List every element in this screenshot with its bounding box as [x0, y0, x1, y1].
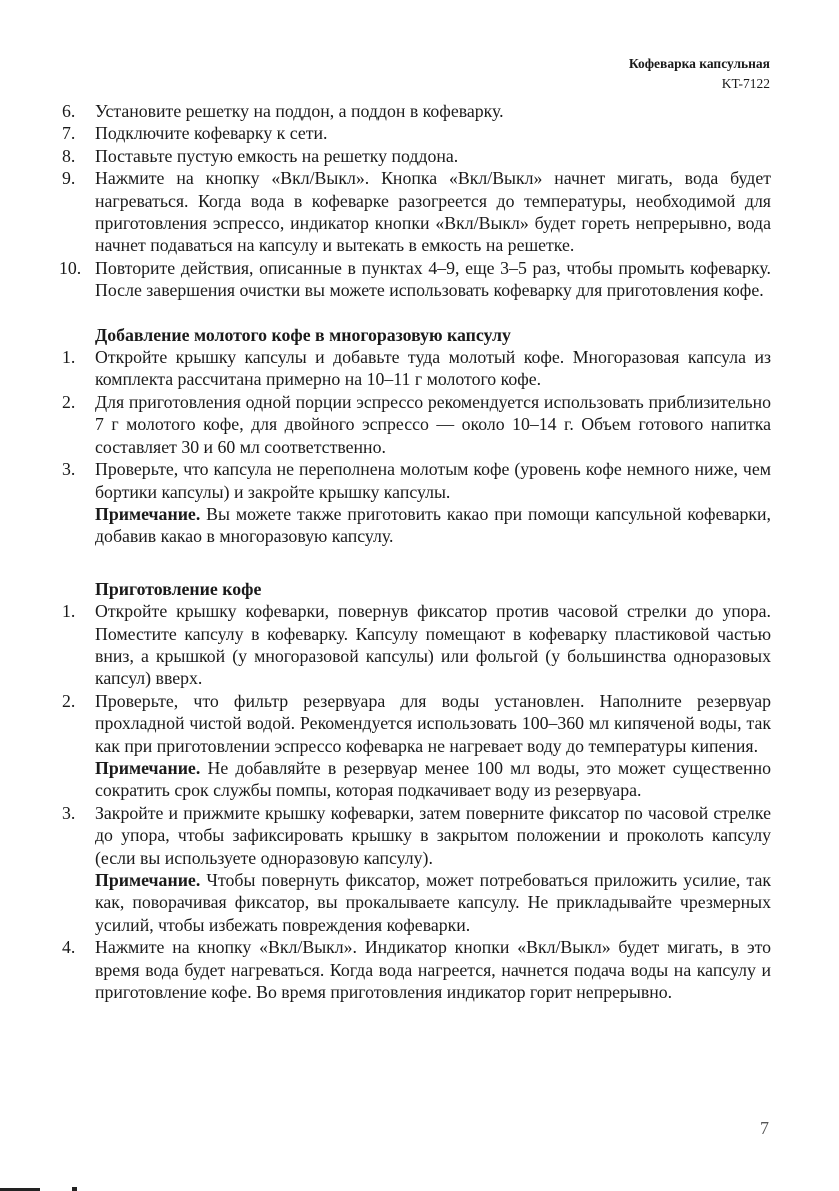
list-item	[62, 936, 771, 1003]
item-text: Для приготовления одной порции эспрессо рекомендуется использовать приблизительно 7 г молотого кофе, для двойного эспрессо — около 10–14 г. Объем готового напитка составляет 30 и 60 мл соответственно.	[95, 391, 771, 457]
note-label: Примечание.	[95, 503, 201, 524]
note-label: Примечание.	[95, 757, 201, 778]
list-item	[62, 391, 771, 458]
item-text: Повторите действия, описанные в пунктах 4–9, еще 3–5 раз, чтобы промыть кофеварку. После завершения очистки вы можете использовать кофеварку для приготовления кофе.	[95, 257, 771, 301]
steps-list-cleaning	[59, 100, 771, 302]
item-text: Поставьте пустую емкость на решетку поддона.	[95, 145, 459, 166]
item-number: 1.	[62, 347, 76, 368]
item-number: 7.	[62, 123, 76, 144]
section-heading-capsule: Добавление молотого кофе в многоразовую капсулу	[95, 324, 511, 345]
footer-mark	[72, 1187, 77, 1191]
item-text: Проверьте, что фильтр резервуара для воды установлен. Наполните резервуар прохладной чистой водой. Рекомендуется использовать 100–360 мл кипяченой воды, так как при приготовлении эспрессо кофеварка не нагревает воду до температуры кипения.	[95, 690, 771, 756]
list-item	[62, 458, 771, 548]
note	[95, 503, 771, 548]
item-number: 8.	[62, 145, 76, 166]
item-number: 6.	[62, 101, 76, 121]
item-text: Закройте и прижмите крышку кофеварки, затем поверните фиксатор по часовой стрелке до упора, чтобы зафиксировать крышку в закрытом положении и проколоть капсулу (если вы используете одноразовую капсулу).	[95, 802, 771, 868]
item-number: 3.	[62, 459, 76, 480]
item-number: 2.	[62, 391, 76, 412]
list-item	[62, 167, 771, 257]
note-text: Не добавляйте в резервуар менее 100 мл воды, это может существенно сократить срок службы помпы, которая подкачивает воду из резервуара.	[95, 757, 771, 801]
item-text: Откройте крышку кофеварки, повернув фиксатор против часовой стрелки до упора. Поместите капсулу в кофеварку. Капсулу помещают в кофеварку пластиковой частью вниз, а крышкой (у многоразовой капсулы) или фольгой (у большинства одноразовых капсул) вверх.	[95, 601, 771, 689]
list-item	[62, 122, 771, 144]
item-number: 1.	[62, 601, 76, 622]
note	[95, 869, 771, 936]
item-text: Откройте крышку капсулы и добавьте туда молотый кофе. Многоразовая капсула из комплекта рассчитана примерно на 10–11 г молотого кофе.	[95, 347, 771, 390]
item-text: Проверьте, что капсула не переполнена молотым кофе (уровень кофе немного ниже, чем бортики капсулы) и закройте крышку капсулы.	[95, 459, 771, 502]
page-number: 7	[760, 1118, 769, 1138]
list-item	[62, 346, 771, 391]
list-item	[59, 257, 771, 302]
note	[95, 757, 771, 802]
header-title: Кофеварка капсульная	[628, 56, 770, 71]
list-item	[62, 100, 771, 122]
item-text: Установите решетку на поддон, а поддон в кофеварку.	[95, 101, 504, 121]
header-model: KT-7122	[721, 76, 770, 91]
list-item	[62, 690, 771, 802]
item-number: 2.	[62, 690, 76, 711]
item-number: 10.	[59, 257, 82, 278]
steps-list-capsule	[62, 346, 771, 548]
item-text: Подключите кофеварку к сети.	[95, 123, 328, 144]
item-number: 9.	[62, 168, 76, 189]
list-item	[62, 802, 771, 936]
note-text: Чтобы повернуть фиксатор, может потребоваться приложить усилие, так как, поворачивая фиксатор, вы прокалываете капсулу. Не прикладывайте чрезмерных усилий, чтобы избежать повреждения кофеварки.	[95, 870, 771, 935]
note-label: Примечание.	[95, 870, 201, 890]
item-text: Нажмите на кнопку «Вкл/Выкл». Кнопка «Вкл/Выкл» начнет мигать, вода будет нагреваться. Когда вода в кофеварке разогреется до температуры, необходимой для приготовления эспрессо, индикатор кнопки «Вкл/Выкл» будет гореть непрерывно, вода начнет подаваться на капсулу и вытекать в емкость на решетке.	[95, 168, 771, 256]
item-number: 3.	[62, 802, 76, 823]
section-heading-brewing: Приготовление кофе	[95, 578, 262, 599]
item-number: 4.	[62, 937, 76, 958]
note-text: Вы можете также приготовить какао при помощи капсульной кофеварки, добавив какао в многоразовую капсулу.	[95, 503, 771, 547]
steps-list-brewing	[62, 600, 771, 1003]
list-item	[62, 145, 771, 167]
page-content	[59, 100, 771, 1003]
item-text: Нажмите на кнопку «Вкл/Выкл». Индикатор кнопки «Вкл/Выкл» будет мигать, в это время вода будет нагреваться. Когда вода нагреется, начнется подача воды на капсулу и приготовление кофе. Во время приготовления индикатор горит непрерывно.	[95, 937, 771, 1003]
list-item	[62, 600, 771, 690]
running-header	[629, 54, 770, 94]
